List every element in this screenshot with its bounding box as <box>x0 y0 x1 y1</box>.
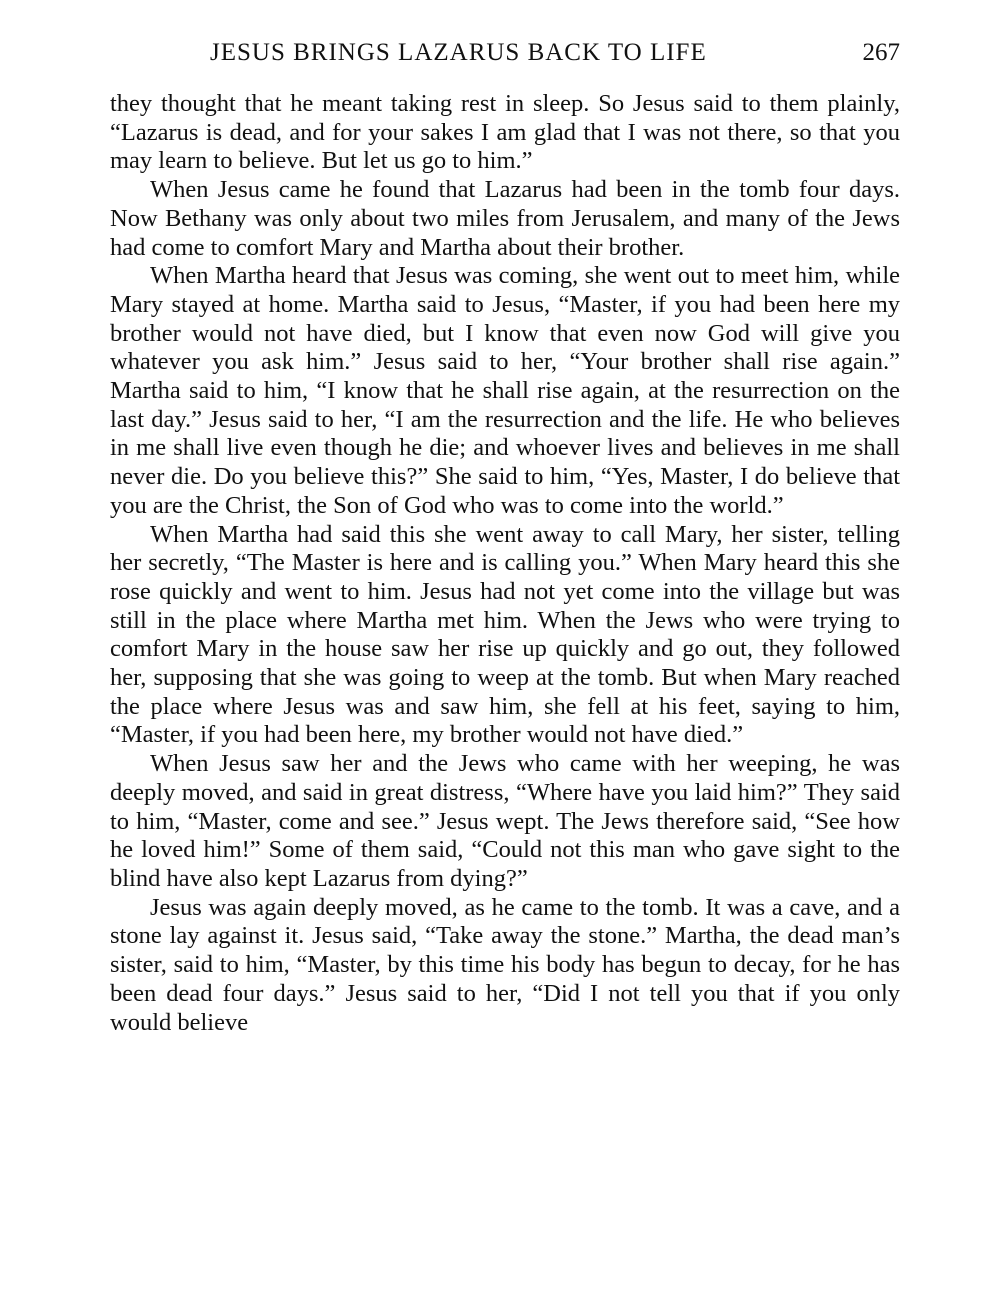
paragraph: When Martha heard that Jesus was coming, she went out to meet him, while Mary stayed at home. Martha said to Jesus, “Master, if you had been here my brother would not have died, but I know that even now God will give you whatever you ask him.” Jesus said to her, “Your brother shall rise again.” Martha said to him, “I know that he shall rise again, at the resurrection on the last day.” Jesus said to her, “I am the resurrection and the life. He who believes in me shall live even though he die; and whoever lives and believes in me shall never die. Do you believe this?” She said to him, “Yes, Master, I do believe that you are the Christ, the Son of God who was to come into the world.” <box>110 262 900 519</box>
chapter-title: JESUS BRINGS LAZARUS BACK TO LIFE <box>210 39 707 66</box>
paragraph: When Jesus saw her and the Jews who came with her weeping, he was deeply moved, and said in great distress, “Where have you laid him?” They said to him, “Master, come and see.” Jesus wept. The Jews therefore said, “See how he loved him!” Some of them said, “Could not this man who gave sight to the blind have also kept Lazarus from dying?” <box>110 750 900 892</box>
paragraph: Jesus was again deeply moved, as he came to the tomb. It was a cave, and a stone lay against it. Jesus said, “Take away the stone.” Martha, the dead man’s sister, said to him, “Master, by this time his body has begun to decay, for he has been dead four days.” Jesus said to her, “Did I not tell you that if you only would believe <box>110 893 900 1036</box>
running-header <box>110 36 900 70</box>
paragraph: When Jesus came he found that Lazarus had been in the tomb four days. Now Bethany was only about two miles from Jerusalem, and many of the Jews had come to comfort Mary and Martha about their brother. <box>110 176 900 261</box>
body-text <box>110 90 900 1037</box>
paragraph: When Martha had said this she went away to call Mary, her sister, telling her secretly, “The Master is here and is calling you.” When Mary heard this she rose quickly and went to him. Jesus had not yet come into the village but was still in the place where Martha met him. When the Jews who were trying to comfort Mary in the house saw her rise up quickly and go out, they followed her, supposing that she was going to weep at the tomb. But when Mary reached the place where Jesus was and saw him, she fell at his feet, saying to him, “Master, if you had been here, my brother would not have died.” <box>110 520 900 749</box>
paragraph-continued: they thought that he meant taking rest in sleep. So Jesus said to them plainly, “Lazarus is dead, and for your sakes I am glad that I was not there, so that you may learn to believe. But let us go to him.” <box>110 90 900 175</box>
page-number: 267 <box>862 39 900 66</box>
